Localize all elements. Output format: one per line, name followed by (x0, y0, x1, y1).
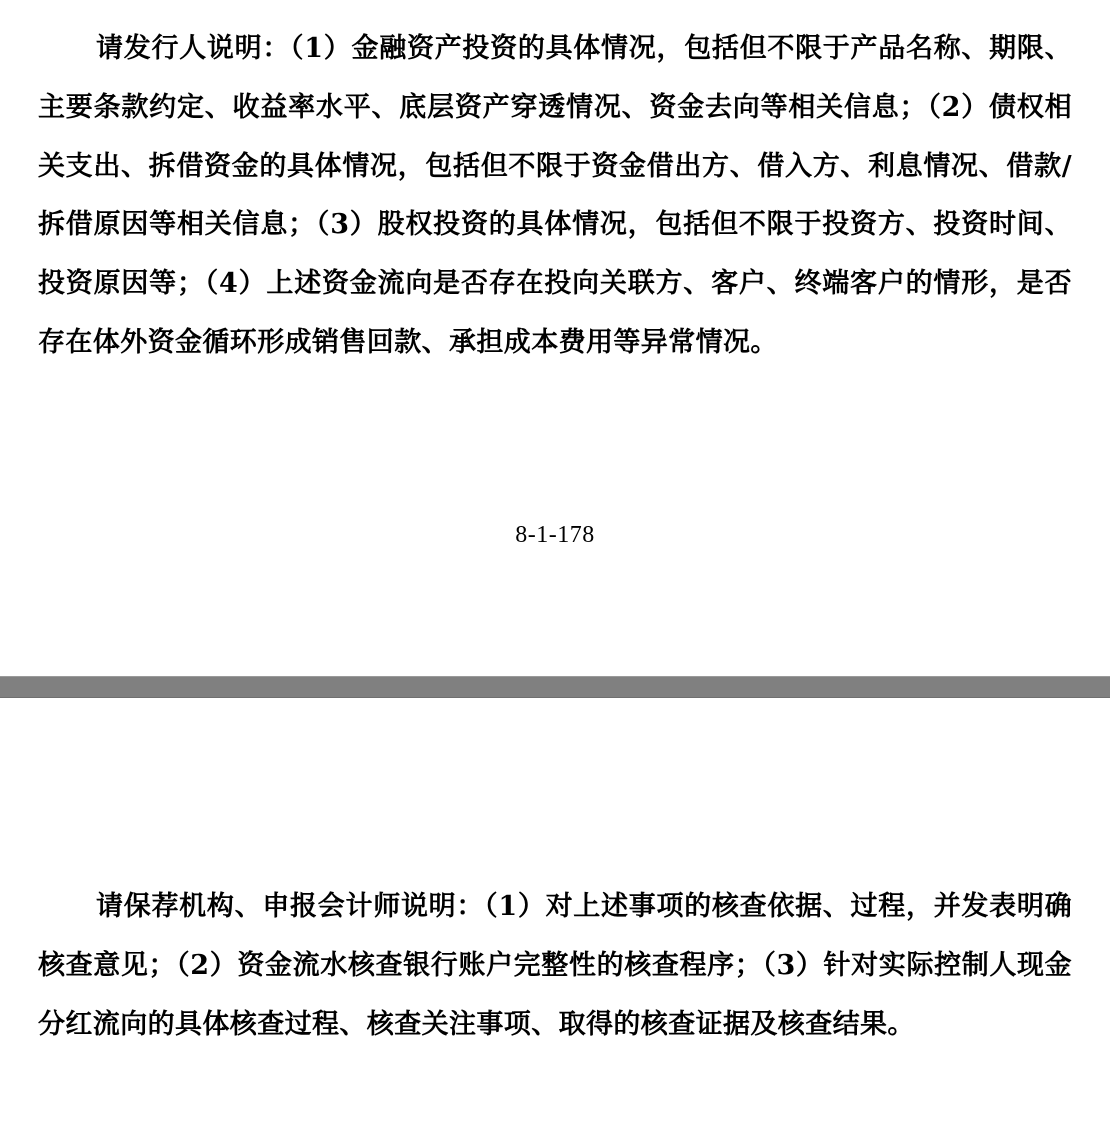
document-page-bottom (0, 698, 1110, 1126)
page-separator (0, 676, 1110, 698)
page-number: 8-1-178 (515, 522, 595, 548)
issuer-explanation-paragraph: 请发行人说明：（1）金融资产投资的具体情况，包括但不限于产品名称、期限、主要条款约定、收益率水平、底层资产穿透情况、资金去向等相关信息；（2）债权相关支出、拆借资金的具体情况，包括但不限于资金借出方、借入方、利息情况、借款/拆借原因等相关信息；（3）股权投资的具体情况，包括但不限于投资方、投资时间、投资原因等；（4）上述资金流向是否存在投向关联方、客户、终端客户的情形，是否存在体外资金循环形成销售回款、承担成本费用等异常情况。 (38, 33, 1072, 358)
sponsor-accountant-explanation-paragraph: 请保荐机构、申报会计师说明：（1）对上述事项的核查依据、过程，并发表明确核查意见；（2）资金流水核查银行账户完整性的核查程序；（3）针对实际控制人现金分红流向的具体核查过程、核查关注事项、取得的核查证据及核查结果。 (38, 891, 1072, 1040)
